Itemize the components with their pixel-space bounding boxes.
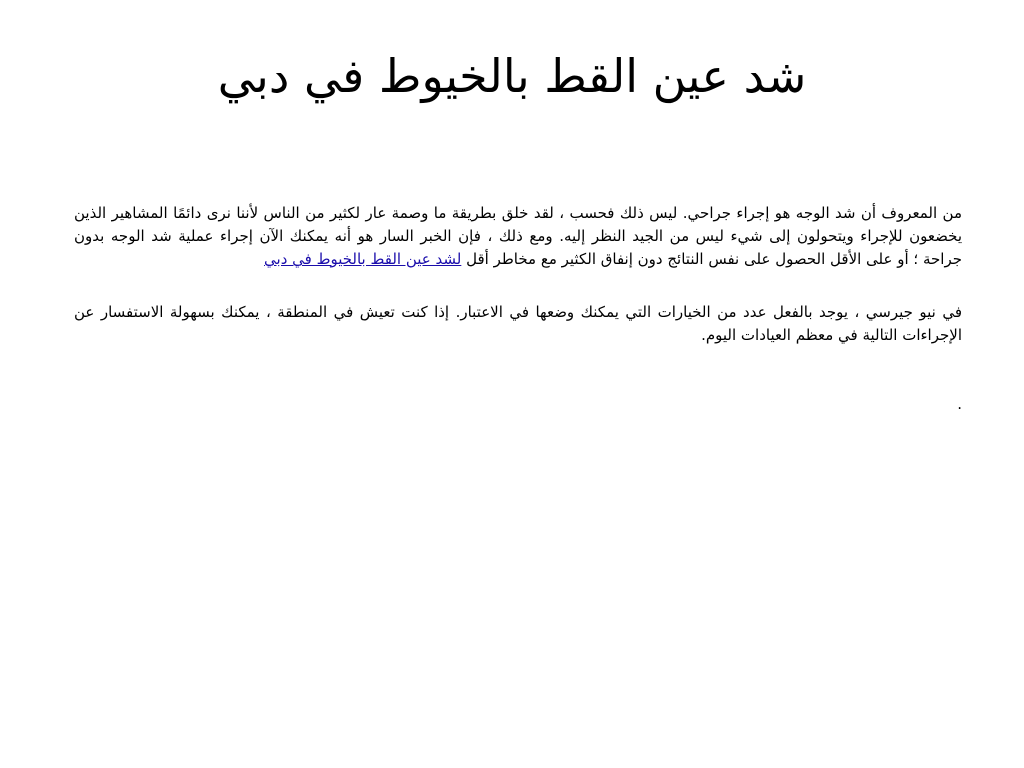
slide-title: شد عين القط بالخيوط في دبي (217, 49, 807, 103)
trailing-dot: . (957, 395, 962, 413)
paragraph-2: في نيو جيرسي ، يوجد بالفعل عدد من الخيارات التي يمكنك وضعها في الاعتبار. إذا كنت تعيش في المنطقة ، يمكنك بسهولة الاستفسار عن الإجراءات التالية في معظم العيادات اليوم. (74, 303, 962, 344)
cat-eye-thread-lift-link[interactable]: لشد عين القط بالخيوط في دبي (264, 250, 462, 268)
paragraph-1 (74, 202, 962, 271)
slide-content (74, 202, 962, 446)
paragraph-1-text: من المعروف أن شد الوجه هو إجراء جراحي. ليس ذلك فحسب ، لقد خلق بطريقة ما وصمة عار لكثير من الناس لأننا نرى دائمًا المشاهير الذين يخضعون للإجراء ويتحولون إلى شيء ليس من الجيد النظر إليه. ومع ذلك ، فإن الخبر السار هو أنه يمكنك الآن إجراء عملية شد الوجه بدون جراحة ؛ أو على الأقل الحصول على نفس النتائج دون إنفاق الكثير مع مخاطر أقل (74, 204, 962, 268)
